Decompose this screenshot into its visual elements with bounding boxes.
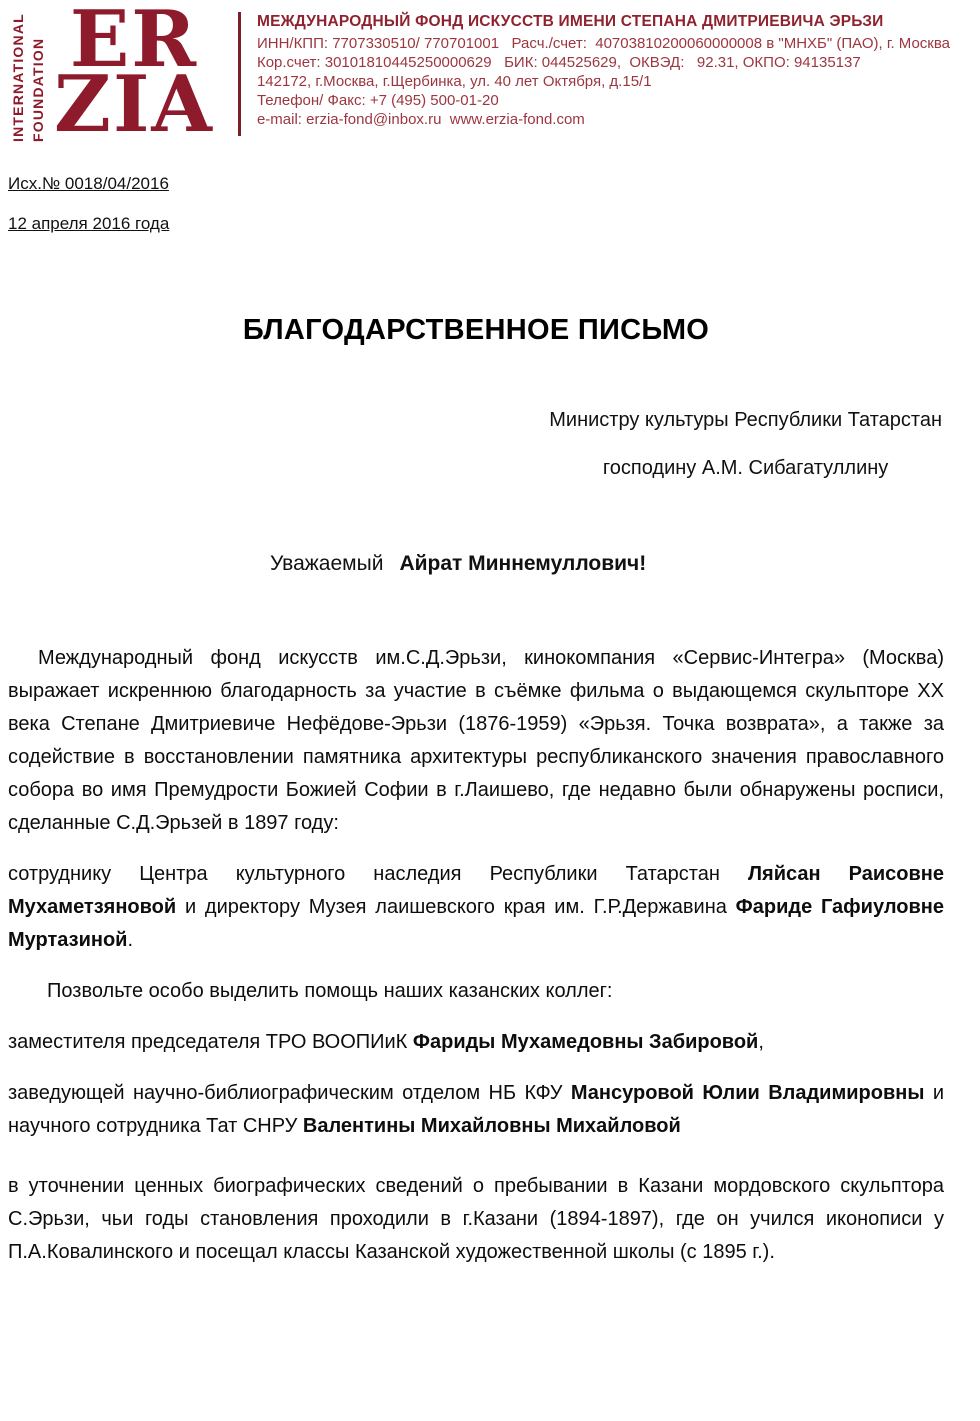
p2-name-mukhametzyanova: Ляйсан Раисовне Мухаметзяновой: [8, 863, 944, 918]
letter-title: БЛАГОДАРСТВЕННОЕ ПИСЬМО: [242, 314, 710, 346]
p4-comma: ,: [758, 1031, 764, 1053]
organization-info: [257, 2, 950, 148]
paragraph-zabirova: [8, 1026, 944, 1059]
paragraph-mansurova-mikhailova: [8, 1077, 944, 1143]
p2-text2: и директору Музея лаишевского края им. Г.Р.Державина: [176, 896, 736, 918]
p5-name-mikhailova: Валентины Михайловны Михайловой: [302, 1115, 681, 1137]
p5-text: заведующей научно-библиографическим отделом НБ КФУ: [8, 1082, 571, 1104]
p2-text: сотруднику Центра культурного наследия Республики Татарстан: [8, 863, 748, 885]
paragraph-gratitude: Международный фонд искусств им.С.Д.Эрьзи, кинокомпания «Сервис-Интегра» (Москва) выражает искреннюю благодарность за участие в съёмке фильма о выдающемся скульпторе XX века Степане Дмитриевиче Нефёдове-Эрьзи (1876-1959) «Эрьзя. Точка возврата», а также за содействие в восстановлении памятника архитектуры республиканского значения православного собора во имя Премудрости Божией Софии в г.Лаишево, где недавно были обнаружены росписи, сделанные С.Д.Эрьзей в 1897 году:: [8, 647, 944, 834]
paragraph-kazan-colleagues: Позвольте особо выделить помощь наших казанских коллег:: [47, 980, 613, 1002]
p5-text2: и научного сотрудника Тат СНРУ: [8, 1082, 945, 1137]
organization-name: МЕЖДУНАРОДНЫЙ ФОНД ИСКУССТВ ИМЕНИ СТЕПАНА ДМИТРИЕВИЧА ЭРЬЗИ: [256, 13, 884, 30]
letterhead: [0, 0, 980, 148]
p5-name-mansurova: Мансуровой Юлии Владимировны: [570, 1082, 925, 1104]
org-phone-line: Телефон/ Факс: +7 (495) 500-01-20: [256, 92, 499, 109]
logo-line-zia: ZIA: [54, 58, 214, 150]
letter-body: [8, 642, 944, 1269]
logo-line-er: ER: [69, 0, 199, 85]
logo-vertical-word-international: INTERNATIONAL: [10, 13, 26, 142]
addressee-name: господину А.М. Сибагатуллину: [602, 457, 889, 479]
letter-content: [0, 314, 980, 1269]
p2-period: .: [127, 929, 134, 951]
paragraph-biography: в уточнении ценных биографических сведений о пребывании в Казани мордовского скульптора С.Эрьзи, чьи годы становления проходили в г.Казани (1894-1897), где он учился иконописи у П.А.Ковалинского и посещал классы Казанской художественной школы (с 1895 г.).: [8, 1175, 944, 1263]
logo-vertical-word-foundation: FOUNDATION: [30, 37, 46, 142]
org-address-line: 142172, г.Москва, г.Щербинка, ул. 40 лет Октября, д.15/1: [256, 73, 652, 90]
logo-vertical-text: [8, 2, 48, 142]
salutation-name: Айрат Миннемуллович!: [399, 552, 647, 575]
p4-name-zabirova: Фариды Мухамедовны Забировой: [412, 1031, 759, 1053]
salutation: [270, 552, 944, 576]
document-meta: [0, 174, 980, 234]
paragraph-honorees-1: [8, 858, 944, 957]
letterhead-divider: [238, 12, 241, 136]
outgoing-number: Исх.№ 0018/04/2016: [8, 174, 169, 193]
org-account-line: Кор.счет: 30101810445250000629 БИК: 044525629, ОКВЭД: 92.31, ОКПО: 94135137: [256, 54, 861, 71]
org-email-line: e-mail: erzia-fond@inbox.ru www.erzia-fond.com: [256, 111, 585, 128]
p4-text: заместителя председателя ТРО ВООПИиК: [8, 1031, 413, 1053]
p2-name-murtazina: Фариде Гафиуловне Муртазиной: [8, 896, 944, 951]
addressee-block: [549, 409, 942, 480]
addressee-position: Министру культуры Республики Татарстан: [549, 409, 942, 431]
org-inn-line: ИНН/КПП: 7707330510/ 770701001 Расч./счет: 40703810200060000008 в "МНХБ" (ПАО), г. Москва: [256, 35, 951, 52]
erzia-logo: [8, 2, 214, 148]
logo-wordmark: [54, 2, 214, 148]
salutation-prefix: Уважаемый: [270, 552, 384, 575]
document-date: 12 апреля 2016 года: [8, 214, 170, 233]
